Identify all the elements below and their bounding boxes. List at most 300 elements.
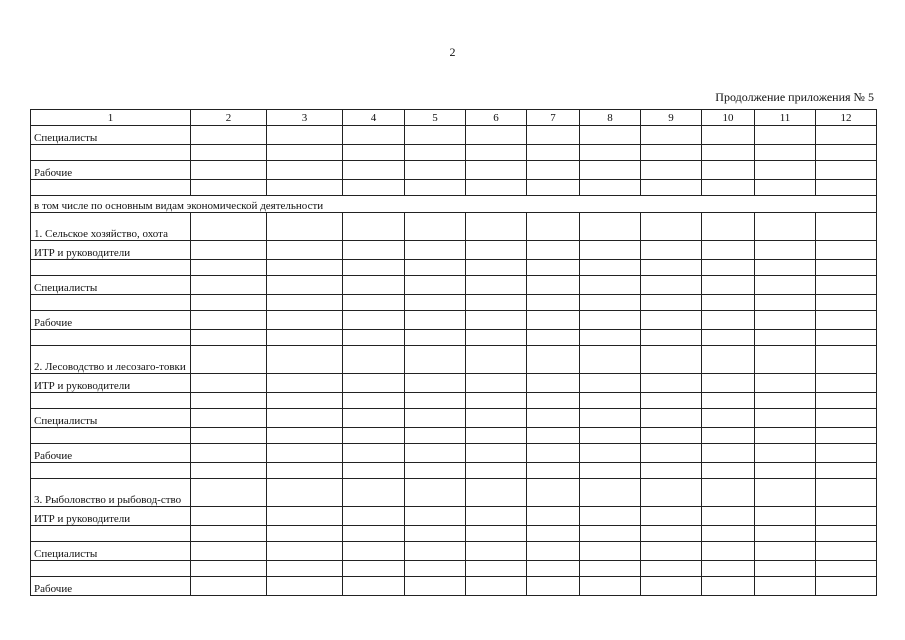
table-row xyxy=(31,463,877,479)
empty-cell xyxy=(816,180,877,196)
empty-cell xyxy=(466,311,527,330)
empty-cell xyxy=(527,276,580,295)
empty-cell xyxy=(527,213,580,241)
empty-cell xyxy=(755,393,816,409)
empty-cell xyxy=(343,577,405,596)
empty-cell xyxy=(191,161,267,180)
empty-cell xyxy=(343,311,405,330)
empty-cell xyxy=(466,393,527,409)
empty-cell xyxy=(755,145,816,161)
empty-cell xyxy=(702,463,755,479)
empty-cell xyxy=(343,330,405,346)
empty-cell xyxy=(466,346,527,374)
empty-cell xyxy=(191,542,267,561)
empty-cell xyxy=(816,409,877,428)
empty-cell xyxy=(343,161,405,180)
empty-cell xyxy=(527,479,580,507)
empty-cell xyxy=(405,428,466,444)
column-header: 5 xyxy=(405,110,466,126)
empty-cell xyxy=(580,213,641,241)
empty-cell xyxy=(755,542,816,561)
empty-cell xyxy=(641,346,702,374)
empty-cell xyxy=(755,409,816,428)
table-row xyxy=(31,374,877,393)
row-label: 1. Сельское хозяйство, охота xyxy=(31,213,191,241)
empty-cell xyxy=(755,311,816,330)
row-label: 3. Рыболовство и рыбовод-ство xyxy=(31,479,191,507)
empty-cell xyxy=(267,145,343,161)
table-row xyxy=(31,526,877,542)
empty-cell xyxy=(702,577,755,596)
empty-cell xyxy=(343,295,405,311)
empty-cell xyxy=(267,161,343,180)
empty-cell xyxy=(191,126,267,145)
empty-cell xyxy=(527,409,580,428)
table-row xyxy=(31,295,877,311)
empty-cell xyxy=(267,330,343,346)
empty-cell xyxy=(702,311,755,330)
row-label: ИТР и руководители xyxy=(31,241,191,260)
row-label: Рабочие xyxy=(31,161,191,180)
column-header: 7 xyxy=(527,110,580,126)
empty-cell xyxy=(580,241,641,260)
empty-cell xyxy=(343,126,405,145)
empty-cell xyxy=(816,276,877,295)
empty-cell xyxy=(580,260,641,276)
empty-cell xyxy=(580,463,641,479)
empty-cell xyxy=(527,526,580,542)
empty-cell xyxy=(466,542,527,561)
row-label: Специалисты xyxy=(31,409,191,428)
empty-cell xyxy=(816,346,877,374)
empty-cell xyxy=(641,561,702,577)
empty-cell xyxy=(702,126,755,145)
empty-cell xyxy=(816,126,877,145)
empty-cell xyxy=(702,180,755,196)
empty-cell xyxy=(641,213,702,241)
column-header: 8 xyxy=(580,110,641,126)
empty-cell xyxy=(343,526,405,542)
empty-cell xyxy=(405,479,466,507)
empty-cell xyxy=(641,145,702,161)
empty-cell xyxy=(191,577,267,596)
empty-cell xyxy=(343,393,405,409)
empty-cell xyxy=(702,428,755,444)
empty-cell xyxy=(191,145,267,161)
empty-cell xyxy=(580,561,641,577)
row-label: 2. Лесоводство и лесозаго-товки xyxy=(31,346,191,374)
empty-cell xyxy=(527,311,580,330)
empty-cell xyxy=(405,444,466,463)
column-header: 2 xyxy=(191,110,267,126)
empty-cell xyxy=(267,276,343,295)
empty-cell xyxy=(641,311,702,330)
empty-cell xyxy=(191,479,267,507)
empty-cell xyxy=(755,180,816,196)
row-label: Рабочие xyxy=(31,577,191,596)
table-row xyxy=(31,311,877,330)
empty-cell xyxy=(405,393,466,409)
empty-cell xyxy=(343,542,405,561)
empty-cell xyxy=(702,561,755,577)
empty-cell xyxy=(466,577,527,596)
empty-cell xyxy=(31,561,191,577)
empty-cell xyxy=(466,260,527,276)
column-header: 11 xyxy=(755,110,816,126)
page-number: 2 xyxy=(449,45,456,59)
empty-cell xyxy=(267,346,343,374)
empty-cell xyxy=(527,126,580,145)
empty-cell xyxy=(405,346,466,374)
empty-cell xyxy=(466,463,527,479)
empty-cell xyxy=(755,374,816,393)
column-header: 4 xyxy=(343,110,405,126)
empty-cell xyxy=(816,428,877,444)
empty-cell xyxy=(267,444,343,463)
empty-cell xyxy=(702,393,755,409)
empty-cell xyxy=(580,444,641,463)
empty-cell xyxy=(580,479,641,507)
empty-cell xyxy=(755,463,816,479)
table-row xyxy=(31,276,877,295)
empty-cell xyxy=(702,526,755,542)
empty-cell xyxy=(816,145,877,161)
empty-cell xyxy=(816,161,877,180)
empty-cell xyxy=(405,213,466,241)
empty-cell xyxy=(405,276,466,295)
empty-cell xyxy=(267,126,343,145)
empty-cell xyxy=(755,241,816,260)
empty-cell xyxy=(580,374,641,393)
row-label: Специалисты xyxy=(31,126,191,145)
empty-cell xyxy=(466,428,527,444)
empty-cell xyxy=(267,393,343,409)
empty-cell xyxy=(641,180,702,196)
empty-cell xyxy=(702,295,755,311)
empty-cell xyxy=(755,330,816,346)
empty-cell xyxy=(267,374,343,393)
empty-cell xyxy=(580,526,641,542)
empty-cell xyxy=(31,145,191,161)
empty-cell xyxy=(527,444,580,463)
empty-cell xyxy=(343,507,405,526)
empty-cell xyxy=(466,409,527,428)
empty-cell xyxy=(191,330,267,346)
empty-cell xyxy=(816,507,877,526)
empty-cell xyxy=(405,374,466,393)
table-row xyxy=(31,444,877,463)
empty-cell xyxy=(343,444,405,463)
row-label: ИТР и руководители xyxy=(31,374,191,393)
empty-cell xyxy=(466,526,527,542)
row-label: Специалисты xyxy=(31,276,191,295)
empty-cell xyxy=(641,463,702,479)
empty-cell xyxy=(405,463,466,479)
table-row xyxy=(31,409,877,428)
table-row xyxy=(31,507,877,526)
table-row xyxy=(31,330,877,346)
empty-cell xyxy=(343,561,405,577)
empty-cell xyxy=(755,161,816,180)
empty-cell xyxy=(191,374,267,393)
empty-cell xyxy=(405,145,466,161)
empty-cell xyxy=(191,428,267,444)
empty-cell xyxy=(527,295,580,311)
empty-cell xyxy=(267,260,343,276)
empty-cell xyxy=(405,161,466,180)
empty-cell xyxy=(641,393,702,409)
empty-cell xyxy=(527,180,580,196)
empty-cell xyxy=(527,463,580,479)
empty-cell xyxy=(343,180,405,196)
empty-cell xyxy=(702,409,755,428)
empty-cell xyxy=(466,161,527,180)
table-row xyxy=(31,577,877,596)
table-row xyxy=(31,126,877,145)
empty-cell xyxy=(466,374,527,393)
column-header: 10 xyxy=(702,110,755,126)
empty-cell xyxy=(267,311,343,330)
empty-cell xyxy=(191,180,267,196)
empty-cell xyxy=(816,463,877,479)
empty-cell xyxy=(267,526,343,542)
empty-cell xyxy=(466,180,527,196)
empty-cell xyxy=(343,276,405,295)
empty-cell xyxy=(267,561,343,577)
section-row xyxy=(31,196,877,213)
empty-cell xyxy=(191,311,267,330)
empty-cell xyxy=(31,428,191,444)
table-row xyxy=(31,542,877,561)
empty-cell xyxy=(816,213,877,241)
empty-cell xyxy=(191,526,267,542)
empty-cell xyxy=(31,260,191,276)
empty-cell xyxy=(466,295,527,311)
empty-cell xyxy=(267,409,343,428)
empty-cell xyxy=(527,577,580,596)
empty-cell xyxy=(405,295,466,311)
empty-cell xyxy=(641,507,702,526)
empty-cell xyxy=(641,260,702,276)
column-header: 9 xyxy=(641,110,702,126)
empty-cell xyxy=(816,393,877,409)
empty-cell xyxy=(580,428,641,444)
empty-cell xyxy=(527,428,580,444)
empty-cell xyxy=(641,295,702,311)
empty-cell xyxy=(580,161,641,180)
column-header: 1 xyxy=(31,110,191,126)
empty-cell xyxy=(466,561,527,577)
empty-cell xyxy=(580,145,641,161)
empty-cell xyxy=(343,374,405,393)
empty-cell xyxy=(267,428,343,444)
empty-cell xyxy=(466,126,527,145)
column-header-row xyxy=(31,110,877,126)
empty-cell xyxy=(580,393,641,409)
empty-cell xyxy=(343,428,405,444)
empty-cell xyxy=(466,145,527,161)
empty-cell xyxy=(580,577,641,596)
empty-cell xyxy=(755,346,816,374)
empty-cell xyxy=(267,241,343,260)
empty-cell xyxy=(702,213,755,241)
empty-cell xyxy=(343,145,405,161)
empty-cell xyxy=(527,161,580,180)
empty-cell xyxy=(816,542,877,561)
empty-cell xyxy=(755,577,816,596)
empty-cell xyxy=(405,526,466,542)
empty-cell xyxy=(755,126,816,145)
empty-cell xyxy=(191,346,267,374)
row-label: Специалисты xyxy=(31,542,191,561)
empty-cell xyxy=(343,260,405,276)
empty-cell xyxy=(816,330,877,346)
empty-cell xyxy=(702,260,755,276)
empty-cell xyxy=(816,241,877,260)
empty-cell xyxy=(702,161,755,180)
empty-cell xyxy=(641,577,702,596)
empty-cell xyxy=(267,542,343,561)
empty-cell xyxy=(641,542,702,561)
empty-cell xyxy=(755,479,816,507)
empty-cell xyxy=(702,374,755,393)
empty-cell xyxy=(31,330,191,346)
empty-cell xyxy=(641,444,702,463)
empty-cell xyxy=(816,260,877,276)
table-row xyxy=(31,260,877,276)
table-row xyxy=(31,180,877,196)
empty-cell xyxy=(641,126,702,145)
empty-cell xyxy=(31,463,191,479)
empty-cell xyxy=(641,526,702,542)
empty-cell xyxy=(641,374,702,393)
empty-cell xyxy=(405,542,466,561)
empty-cell xyxy=(267,577,343,596)
empty-cell xyxy=(191,444,267,463)
empty-cell xyxy=(641,409,702,428)
empty-cell xyxy=(641,161,702,180)
empty-cell xyxy=(702,507,755,526)
empty-cell xyxy=(755,260,816,276)
empty-cell xyxy=(343,463,405,479)
table-row xyxy=(31,346,877,374)
empty-cell xyxy=(405,180,466,196)
empty-cell xyxy=(755,213,816,241)
data-table xyxy=(30,109,877,596)
empty-cell xyxy=(466,507,527,526)
empty-cell xyxy=(816,561,877,577)
table-row xyxy=(31,213,877,241)
empty-cell xyxy=(343,346,405,374)
empty-cell xyxy=(816,444,877,463)
empty-cell xyxy=(580,409,641,428)
empty-cell xyxy=(580,346,641,374)
empty-cell xyxy=(527,330,580,346)
empty-cell xyxy=(191,276,267,295)
column-header: 6 xyxy=(466,110,527,126)
empty-cell xyxy=(466,479,527,507)
empty-cell xyxy=(641,276,702,295)
empty-cell xyxy=(755,295,816,311)
empty-cell xyxy=(405,507,466,526)
empty-cell xyxy=(527,507,580,526)
empty-cell xyxy=(267,295,343,311)
empty-cell xyxy=(702,276,755,295)
empty-cell xyxy=(641,479,702,507)
empty-cell xyxy=(466,213,527,241)
empty-cell xyxy=(755,428,816,444)
continuation-label: Продолжение приложения № 5 xyxy=(715,90,874,104)
empty-cell xyxy=(191,241,267,260)
empty-cell xyxy=(405,126,466,145)
empty-cell xyxy=(816,479,877,507)
empty-cell xyxy=(527,393,580,409)
empty-cell xyxy=(267,479,343,507)
empty-cell xyxy=(191,409,267,428)
empty-cell xyxy=(580,126,641,145)
empty-cell xyxy=(527,145,580,161)
empty-cell xyxy=(702,444,755,463)
empty-cell xyxy=(641,428,702,444)
empty-cell xyxy=(31,180,191,196)
empty-cell xyxy=(580,276,641,295)
empty-cell xyxy=(405,241,466,260)
column-header: 3 xyxy=(267,110,343,126)
empty-cell xyxy=(702,346,755,374)
empty-cell xyxy=(267,463,343,479)
empty-cell xyxy=(580,330,641,346)
empty-cell xyxy=(31,526,191,542)
empty-cell xyxy=(466,241,527,260)
empty-cell xyxy=(527,260,580,276)
empty-cell xyxy=(343,479,405,507)
empty-cell xyxy=(527,241,580,260)
empty-cell xyxy=(702,330,755,346)
table-row xyxy=(31,428,877,444)
empty-cell xyxy=(31,295,191,311)
empty-cell xyxy=(816,577,877,596)
empty-cell xyxy=(702,542,755,561)
empty-cell xyxy=(191,507,267,526)
table-row xyxy=(31,161,877,180)
empty-cell xyxy=(816,526,877,542)
empty-cell xyxy=(405,561,466,577)
empty-cell xyxy=(405,311,466,330)
empty-cell xyxy=(405,577,466,596)
row-label: Рабочие xyxy=(31,311,191,330)
empty-cell xyxy=(466,444,527,463)
column-header: 12 xyxy=(816,110,877,126)
empty-cell xyxy=(580,295,641,311)
empty-cell xyxy=(405,409,466,428)
empty-cell xyxy=(527,542,580,561)
empty-cell xyxy=(343,409,405,428)
empty-cell xyxy=(816,311,877,330)
empty-cell xyxy=(580,507,641,526)
empty-cell xyxy=(343,241,405,260)
empty-cell xyxy=(755,526,816,542)
empty-cell xyxy=(191,561,267,577)
empty-cell xyxy=(527,561,580,577)
empty-cell xyxy=(816,374,877,393)
empty-cell xyxy=(755,561,816,577)
empty-cell xyxy=(702,145,755,161)
empty-cell xyxy=(405,260,466,276)
empty-cell xyxy=(527,374,580,393)
empty-cell xyxy=(816,295,877,311)
section-note: в том числе по основным видам экономической деятельности xyxy=(31,196,877,213)
row-label: ИТР и руководители xyxy=(31,507,191,526)
